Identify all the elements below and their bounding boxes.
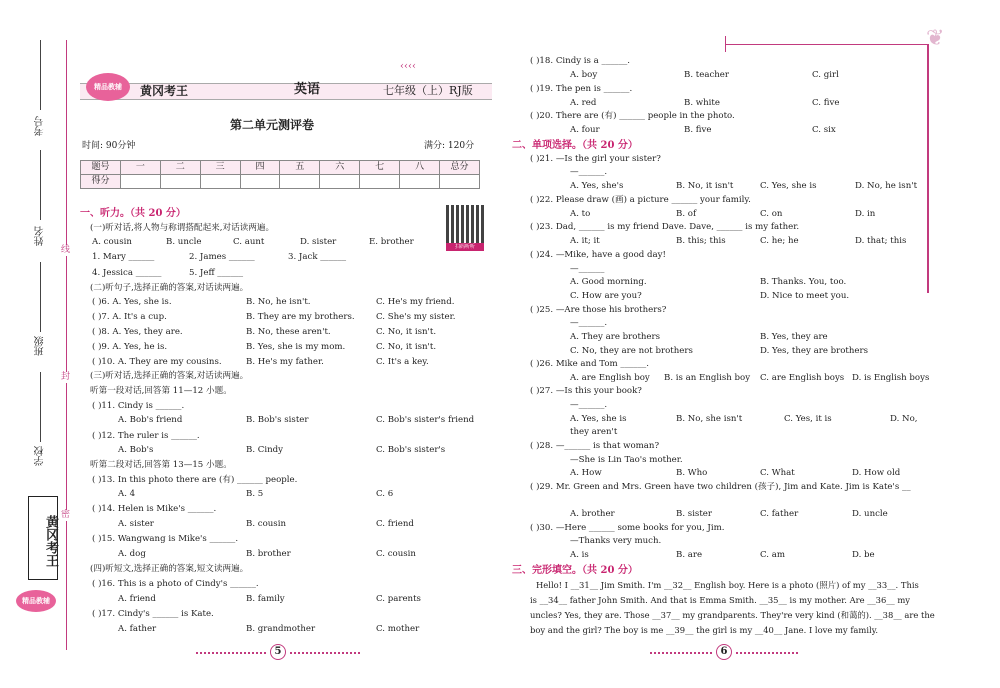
option-text: E. brother — [369, 237, 414, 247]
question-text: ( )22. Please draw (画) a picture ______ your family. — [530, 195, 751, 205]
option-text: D. be — [852, 550, 875, 560]
option-text: D. uncle — [852, 509, 888, 519]
question-text: ( )10. A. They are my cousins. — [92, 357, 222, 367]
question-text: ( )17. Cindy's ______ is Kate. — [92, 609, 214, 619]
question-text: ( )16. This is a photo of Cindy's ______. — [92, 579, 259, 589]
option-text: C. Yes, she is — [760, 181, 817, 191]
score-cell[interactable] — [120, 175, 160, 189]
option-text: A. it; it — [570, 236, 600, 246]
name-label: 姓名 — [35, 226, 46, 246]
option-text: C. he; he — [760, 236, 799, 246]
arrows-icon: ‹‹‹‹ — [400, 61, 416, 72]
butterfly-icon: ❦ — [926, 26, 945, 51]
full-score-info: 满分: 120分 — [424, 141, 475, 151]
match-item[interactable]: 2. James ______ — [189, 252, 255, 262]
option-text: A. friend — [118, 594, 156, 604]
question-text: ( )21. —Is the girl your sister? — [530, 154, 661, 164]
option-text: A. Yes, she's — [570, 181, 624, 191]
cloze-line: is __34__ father John Smith. And that is Emma Smith. __35__ is my mother. Are __36__ my — [530, 595, 911, 605]
class-blank[interactable] — [40, 262, 41, 332]
option-text: A. father — [118, 624, 157, 634]
option-text: A. cousin — [92, 237, 132, 247]
footer-ornament — [650, 652, 712, 654]
score-cell[interactable] — [200, 175, 240, 189]
grade: 七年级（上）RJ版 — [383, 84, 473, 97]
page-header — [80, 75, 492, 103]
question-text: —______ — [570, 264, 605, 274]
qr-caption: 扫码听听 — [446, 243, 484, 251]
option-text: C. parents — [376, 594, 421, 604]
cloze-line: boy and the girl? The boy is me __39__ the girl is my __40__ Jane. I love my family. — [530, 625, 878, 635]
secret-mark: 密 — [61, 510, 71, 520]
option-text: B. sister — [676, 509, 712, 519]
qr-code-icon — [446, 205, 484, 243]
option-text: A. 4 — [118, 489, 136, 499]
table-cell: 总分 — [440, 161, 480, 175]
option-text: A. Bob's — [118, 445, 154, 455]
school-label: 学校 — [35, 446, 46, 466]
option-text: B. five — [684, 125, 712, 135]
question-text: ( )24. —Mike, have a good day! — [530, 250, 666, 260]
question-text: ( )19. The pen is ______. — [530, 84, 633, 94]
option-text: B. 5 — [246, 489, 264, 499]
question-text: —She is Lin Tao's mother. — [570, 455, 683, 465]
option-text: B. Yes, she is my mom. — [246, 342, 346, 352]
table-cell: 题号 — [81, 161, 121, 175]
option-text: B. grandmother — [246, 624, 316, 634]
section-cloze: 三、完形填空。（共 20 分） — [512, 565, 638, 576]
option-text: B. cousin — [246, 519, 286, 529]
score-cell[interactable] — [440, 175, 480, 189]
question-text: ( )28. —______ is that woman? — [530, 441, 660, 451]
frame-right — [927, 45, 929, 293]
binding-spine — [0, 0, 72, 688]
spine-logo: 精品教辅 — [16, 590, 56, 612]
table-cell: 四 — [240, 161, 280, 175]
section-single-choice: 二、单项选择。（共 20 分） — [512, 140, 638, 151]
exam-number-blank[interactable] — [40, 40, 41, 110]
option-text: D. No, — [890, 414, 918, 424]
option-text: B. No, these aren't. — [246, 327, 331, 337]
question-text: ( )18. Cindy is a ______. — [530, 56, 631, 66]
part-instruction: (三)听对话,选择正确的答案,对话读两遍。 — [90, 371, 249, 381]
name-blank[interactable] — [40, 150, 41, 220]
option-text: B. Who — [676, 468, 708, 478]
footer-ornament — [196, 652, 266, 654]
option-text: C. No, it isn't. — [376, 327, 437, 337]
option-text: C. She's my sister. — [376, 312, 456, 322]
line-mark: 线 — [61, 245, 71, 255]
part-instruction: (一)听对话,将人物与称谓搭配起来,对话读两遍。 — [90, 223, 275, 233]
page-number: 6 — [716, 644, 732, 660]
question-text: —______. — [570, 167, 608, 177]
option-text: C. on — [760, 209, 783, 219]
score-cell[interactable] — [400, 175, 440, 189]
option-text: C. What — [760, 468, 795, 478]
question-text: ( )23. Dad, ______ is my friend Dave. Dave, ______ is my father. — [530, 222, 800, 232]
option-text: D. in — [855, 209, 876, 219]
class-label: 班级 — [35, 336, 46, 356]
cloze-line: uncles? Yes, they are. Those __37__ my grandparents. They're very kind (和蔼的). __38__ are the — [530, 610, 935, 620]
option-text: A. are English boy — [570, 373, 650, 383]
question-text: ( )29. Mr. Green and Mrs. Green have two children (孩子), Jim and Kate. Jim is Kate's __ — [530, 482, 911, 492]
match-item[interactable]: 4. Jessica ______ — [92, 268, 162, 278]
question-text: —Thanks very much. — [570, 536, 662, 546]
part-instruction: 听第一段对话,回答第 11—12 小题。 — [90, 386, 232, 396]
score-table-row — [81, 175, 480, 189]
question-text: ( )25. —Are those his brothers? — [530, 305, 667, 315]
option-text: D. Nice to meet you. — [760, 291, 850, 301]
option-text: B. Cindy — [246, 445, 283, 455]
option-text: C. am — [760, 550, 786, 560]
match-item[interactable]: 1. Mary ______ — [92, 252, 155, 262]
option-text: D. is English boys — [852, 373, 930, 383]
page-number: 5 — [270, 644, 286, 660]
option-text: C. How are you? — [570, 291, 642, 301]
section-listening: 一、听力。（共 20 分） — [80, 208, 186, 219]
score-cell[interactable] — [280, 175, 320, 189]
option-text: C. 6 — [376, 489, 394, 499]
subject: 英语 — [294, 82, 321, 97]
option-text: C. cousin — [376, 549, 416, 559]
part-instruction: (二)听句子,选择正确的答案,对话读两遍。 — [90, 283, 249, 293]
table-cell: 二 — [160, 161, 200, 175]
option-text: A. boy — [570, 70, 598, 80]
exam-number-label: 考号 — [35, 116, 46, 136]
match-item[interactable]: 3. Jack ______ — [288, 252, 347, 262]
option-text: C. Bob's sister's — [376, 445, 446, 455]
question-text: ( )15. Wangwang is Mike's ______. — [92, 534, 239, 544]
option-text: B. No, she isn't — [676, 414, 743, 424]
question-text: ( )12. The ruler is ______. — [92, 431, 200, 441]
option-text: C. He's my friend. — [376, 297, 455, 307]
option-text: C. six — [812, 125, 836, 135]
school-blank[interactable] — [40, 372, 41, 442]
option-text: B. Yes, they are — [760, 332, 828, 342]
option-text: B. uncle — [166, 237, 202, 247]
option-text: D. No, he isn't — [855, 181, 918, 191]
part-instruction: 听第二段对话,回答第 13—15 小题。 — [90, 460, 232, 470]
score-table-header — [81, 161, 480, 175]
table-cell: 八 — [400, 161, 440, 175]
option-text: B. No, he isn't. — [246, 297, 311, 307]
qr-code[interactable] — [446, 205, 484, 251]
option-text: A. They are brothers — [570, 332, 661, 342]
cloze-line: Hello! I __31__ Jim Smith. I'm __32__ English boy. Here is a photo (照片) of my __33__. This — [536, 580, 919, 590]
score-cell[interactable] — [320, 175, 360, 189]
spine-brand: 黄冈考王 — [28, 496, 58, 580]
question-text: ( )9. A. Yes, he is. — [92, 342, 168, 352]
question-text: ( )30. —Here ______ some books for you, Jim. — [530, 523, 725, 533]
option-text: A. Bob's friend — [118, 415, 183, 425]
option-text: B. teacher — [684, 70, 729, 80]
option-text: B. He's my father. — [246, 357, 324, 367]
match-item[interactable]: 5. Jeff ______ — [189, 268, 244, 278]
part-instruction: (四)听短文,选择正确的答案,短文读两遍。 — [90, 564, 249, 574]
option-text: C. It's a key. — [376, 357, 429, 367]
option-text: C. five — [812, 98, 840, 108]
option-text: A. to — [570, 209, 591, 219]
option-text: D. that; this — [855, 236, 907, 246]
binding-line — [66, 40, 67, 650]
option-text: A. brother — [570, 509, 615, 519]
option-text: B. Bob's sister — [246, 415, 309, 425]
option-text: B. No, it isn't — [676, 181, 734, 191]
question-text: ( )26. Mike and Tom ______. — [530, 359, 649, 369]
question-text: ( )14. Helen is Mike's ______. — [92, 504, 217, 514]
table-cell: 六 — [320, 161, 360, 175]
frame-top — [725, 44, 929, 45]
option-text: A. How — [570, 468, 602, 478]
option-text: D. sister — [300, 237, 337, 247]
question-text: —______. — [570, 400, 608, 410]
option-text: C. friend — [376, 519, 414, 529]
score-table — [80, 160, 480, 189]
option-text: A. dog — [118, 549, 146, 559]
option-text: C. mother — [376, 624, 420, 634]
option-text: C. father — [760, 509, 799, 519]
question-text: ( )7. A. It's a cup. — [92, 312, 167, 322]
brand-title: 黄冈考王 — [140, 84, 189, 98]
option-text: B. white — [684, 98, 720, 108]
exam-title: 第二单元测评卷 — [230, 118, 315, 132]
option-text: A. sister — [118, 519, 154, 529]
option-text: B. brother — [246, 549, 291, 559]
option-text: A. is — [570, 550, 589, 560]
table-cell: 一 — [120, 161, 160, 175]
question-text: ( )20. There are (有) ______ people in the photo. — [530, 111, 735, 121]
table-cell: 七 — [360, 161, 400, 175]
time-info: 时间: 90分钟 — [82, 141, 136, 151]
question-text: ( )8. A. Yes, they are. — [92, 327, 183, 337]
option-text: C. girl — [812, 70, 839, 80]
option-text: C. aunt — [233, 237, 265, 247]
option-text: D. Yes, they are brothers — [760, 346, 869, 356]
option-text: C. No, it isn't. — [376, 342, 437, 352]
seal-mark: 封 — [61, 372, 71, 382]
score-cell[interactable] — [240, 175, 280, 189]
option-text: B. this; this — [676, 236, 726, 246]
option-text: B. family — [246, 594, 285, 604]
option-text: A. four — [570, 125, 600, 135]
table-cell: 三 — [200, 161, 240, 175]
option-text: B. of — [676, 209, 697, 219]
score-cell[interactable] — [160, 175, 200, 189]
question-text: ( )13. In this photo there are (有) ______ people. — [92, 475, 298, 485]
logo: 精品教辅 — [86, 73, 130, 101]
option-text: A. red — [570, 98, 597, 108]
option-text: B. Thanks. You, too. — [760, 277, 847, 287]
option-text: B. are — [676, 550, 703, 560]
question-text: ( )6. A. Yes, she is. — [92, 297, 172, 307]
option-text: they aren't — [570, 427, 618, 437]
footer-ornament — [290, 652, 360, 654]
question-text: —______. — [570, 318, 608, 328]
option-text: C. are English boys — [760, 373, 845, 383]
option-text: A. Good morning. — [570, 277, 647, 287]
option-text: B. They are my brothers. — [246, 312, 355, 322]
question-text: ( )27. —Is this your book? — [530, 386, 642, 396]
frame-corner — [725, 36, 726, 52]
table-cell: 得分 — [81, 175, 121, 189]
option-text: A. Yes, she is — [570, 414, 627, 424]
footer-ornament — [736, 652, 798, 654]
option-text: B. is an English boy — [664, 373, 751, 383]
table-cell: 五 — [280, 161, 320, 175]
score-cell[interactable] — [360, 175, 400, 189]
option-text: C. No, they are not brothers — [570, 346, 693, 356]
option-text: D. How old — [852, 468, 901, 478]
question-text: ( )11. Cindy is ______. — [92, 401, 185, 411]
option-text: C. Yes, it is — [784, 414, 832, 424]
option-text: C. Bob's sister's friend — [376, 415, 475, 425]
